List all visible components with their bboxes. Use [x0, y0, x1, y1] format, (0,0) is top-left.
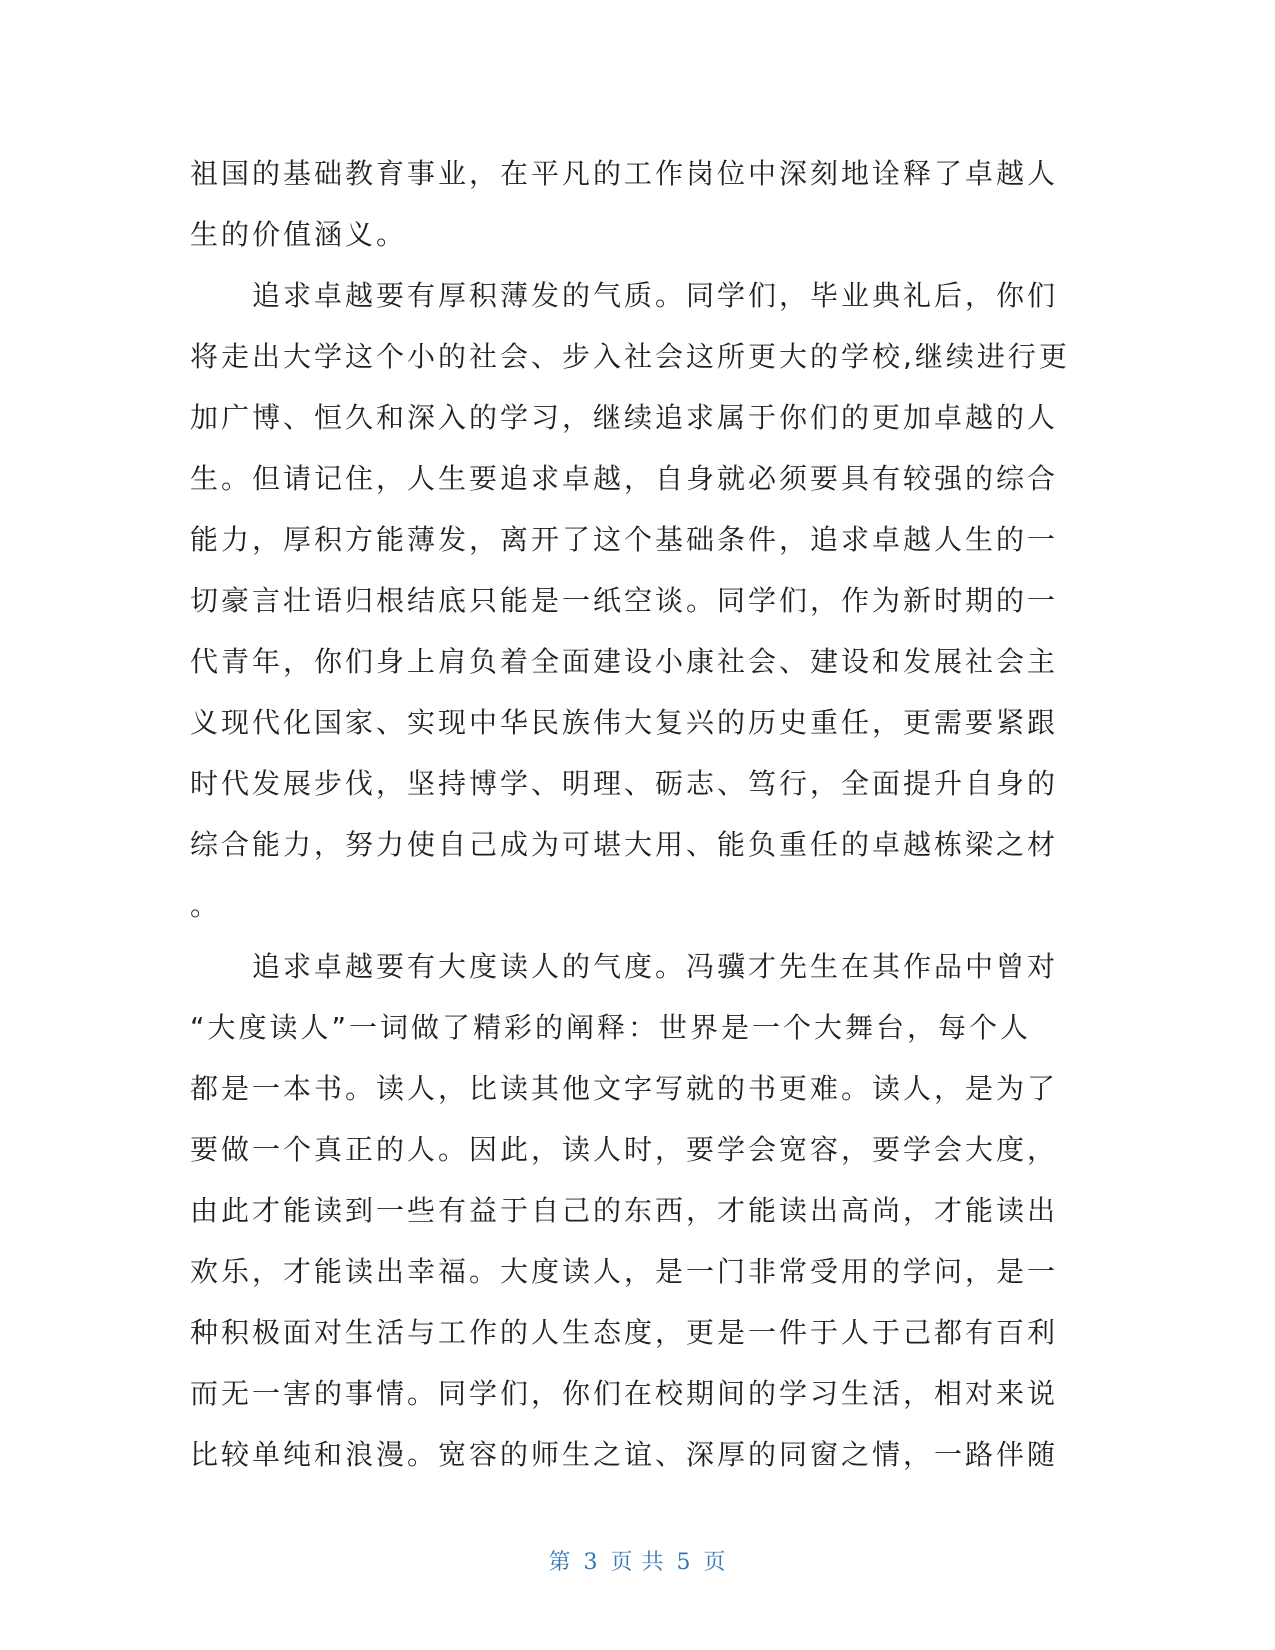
text-line: 由此才能读到一些有益于自己的东西，才能读出高尚，才能读出: [190, 1194, 1059, 1227]
current-page-number: 3: [583, 1550, 599, 1575]
text-line: 种积极面对生活与工作的人生态度，更是一件于人于己都有百利: [190, 1316, 1059, 1349]
text-line: 比较单纯和浪漫。宽容的师生之谊、深厚的同窗之情，一路伴随: [190, 1438, 1059, 1471]
document-body: [190, 143, 1070, 1485]
text-line: 切豪言壮语归根结底只能是一纸空谈。同学们，作为新时期的一: [190, 584, 1059, 617]
text-line: 欢乐，才能读出幸福。大度读人，是一门非常受用的学问，是一: [190, 1255, 1059, 1288]
text-line: 祖国的基础教育事业，在平凡的工作岗位中深刻地诠释了卓越人: [190, 157, 1059, 190]
footer-suffix: 页: [703, 1550, 727, 1575]
text-line: 综合能力，努力使自己成为可堪大用、能负重任的卓越栋梁之材: [190, 828, 1059, 861]
text-line: 要做一个真正的人。因此，读人时，要学会宽容，要学会大度，: [190, 1133, 1059, 1166]
total-page-count: 5: [676, 1550, 692, 1575]
text-line: 生的价值涵义。: [190, 218, 408, 251]
text-line: “大度读人”一词做了精彩的阐释：世界是一个大舞台，每个人: [190, 1011, 1032, 1044]
text-line: 时代发展步伐，坚持博学、明理、砺志、笃行，全面提升自身的: [190, 767, 1059, 800]
text-line: 加广博、恒久和深入的学习，继续追求属于你们的更加卓越的人: [190, 401, 1059, 434]
text-line: 义现代化国家、实现中华民族伟大复兴的历史重任，更需要紧跟: [190, 706, 1059, 739]
footer-middle: 页 共: [610, 1550, 665, 1575]
footer-prefix: 第: [548, 1550, 572, 1575]
text-line: 都是一本书。读人，比读其他文字写就的书更难。读人，是为了: [190, 1072, 1059, 1105]
text-line: 代青年，你们身上肩负着全面建设小康社会、建设和发展社会主: [190, 645, 1059, 678]
text-line: 而无一害的事情。同学们，你们在校期间的学习生活，相对来说: [190, 1377, 1059, 1410]
page-footer: [0, 1545, 1275, 1576]
text-line: 能力，厚积方能薄发，离开了这个基础条件，追求卓越人生的一: [190, 523, 1059, 556]
text-line: 追求卓越要有厚积薄发的气质。同学们，毕业典礼后，你们: [190, 279, 1059, 312]
text-line: 将走出大学这个小的社会、步入社会这所更大的学校,继续进行更: [190, 340, 1070, 373]
text-line: 生。但请记住，人生要追求卓越，自身就必须要具有较强的综合: [190, 462, 1059, 495]
text-line: 。: [190, 889, 222, 922]
text-line: 追求卓越要有大度读人的气度。冯骥才先生在其作品中曾对: [190, 950, 1059, 983]
